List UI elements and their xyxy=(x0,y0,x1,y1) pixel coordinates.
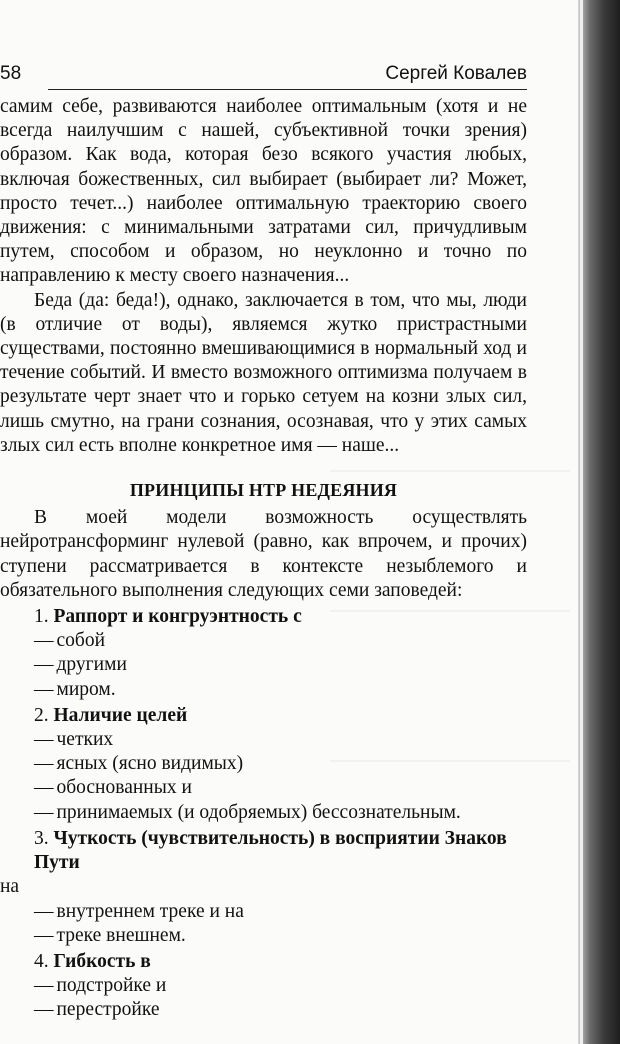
commandment-tail-text: на xyxy=(0,876,20,898)
list-item-text: треке внешнем. xyxy=(56,924,186,946)
list-item-text: подстройке и xyxy=(56,975,167,997)
list-item-text: обоснованных и xyxy=(56,777,192,799)
list-item-text: внутреннем треке и на xyxy=(56,900,244,922)
dash: — xyxy=(34,654,54,676)
list-item xyxy=(0,629,527,653)
dash: — xyxy=(34,630,54,652)
list-item-text: принимаемых (и одобряемых) бессознательным. xyxy=(56,801,461,823)
commandment-number: 2. xyxy=(34,704,49,726)
list-item xyxy=(0,924,527,948)
body-text xyxy=(0,95,527,1023)
page-edge xyxy=(580,0,583,1044)
running-head-author: Сергей Ковалев xyxy=(385,63,527,84)
show-through-line xyxy=(330,760,570,762)
paragraph-continued: самим себе, развиваются наиболее оптимальным (хотя и не всегда наилучшим с нашей, субъективной точки зрения) образом. Как вода, которая безо всякого участия любых, включая божественных, сил выбирает (выбирает ли? Может, просто течет...) наиболее оптимальную траекторию своего движения: с минимальными затратами сил, причудливым путем, способом и образом, но неуклонно и точно по направлению к месту своего назначения... xyxy=(0,96,527,287)
section-heading: ПРИНЦИПЫ НТР НЕДЕЯНИЯ xyxy=(129,480,398,501)
list-item-text: четких xyxy=(56,729,114,751)
commandment-heading xyxy=(0,704,527,728)
commandment-title: Чуткость (чувствительность) в восприятии Знаков Пути xyxy=(34,827,507,874)
commandment-heading xyxy=(0,950,527,974)
commandment-heading xyxy=(0,605,527,629)
dash: — xyxy=(34,999,54,1021)
list-item-text: собой xyxy=(56,630,106,652)
dash: — xyxy=(34,678,54,700)
list-item-text: миром. xyxy=(56,678,116,700)
show-through-line xyxy=(330,470,570,472)
list-item xyxy=(0,653,527,677)
dash: — xyxy=(34,777,54,799)
book-spine-shadow xyxy=(578,0,620,1044)
dash: — xyxy=(34,729,54,751)
header-rule xyxy=(48,89,527,90)
commandments-list xyxy=(0,605,527,1022)
list-item xyxy=(0,900,527,924)
list-item-text: перестройке xyxy=(56,999,160,1021)
list-item xyxy=(0,974,527,998)
list-item xyxy=(0,678,527,702)
commandment-heading xyxy=(0,827,527,875)
commandment-number: 1. xyxy=(34,606,49,628)
page-number: 58 xyxy=(0,63,22,84)
list-item xyxy=(0,801,527,825)
commandment-title: Наличие целей xyxy=(53,704,188,726)
dash: — xyxy=(34,753,54,775)
list-item-text: ясных (ясно видимых) xyxy=(56,753,244,775)
section-intro: В моей модели возможность осуществлять нейротрансформинг нулевой (равно, как впрочем, и прочих) ступени рассматривается в контексте незыблемого и обязательного выполнения следующих семи заповедей: xyxy=(0,507,527,601)
dash: — xyxy=(34,924,54,946)
commandment-title: Раппорт и конгруэнтность с xyxy=(53,606,302,628)
dash: — xyxy=(34,975,54,997)
show-through-line xyxy=(330,610,570,612)
commandment-title: Гибкость в xyxy=(53,950,151,972)
paragraph: Беда (да: беда!), однако, заключается в том, что мы, люди (в отличие от воды), являемся жутко пристрастными существами, постоянно вмешивающимися в нормальный ход и течение событий. И вместо возможного оптимизма получаем в результате черт знает что и горько сетуем на козни злых сил, лишь смутно, на грани сознания, осознавая, что у этих самых злых сил есть вполне конкретное имя — наше... xyxy=(0,289,527,456)
list-item xyxy=(0,998,527,1022)
list-item xyxy=(0,728,527,752)
commandment-number: 4. xyxy=(34,950,49,972)
list-item xyxy=(0,776,527,800)
dash: — xyxy=(34,900,54,922)
page-header xyxy=(0,62,527,92)
list-item xyxy=(0,752,527,776)
dash: — xyxy=(34,801,54,823)
commandment-tail xyxy=(0,875,527,899)
commandment-number: 3. xyxy=(34,827,49,849)
list-item-text: другими xyxy=(56,654,127,676)
